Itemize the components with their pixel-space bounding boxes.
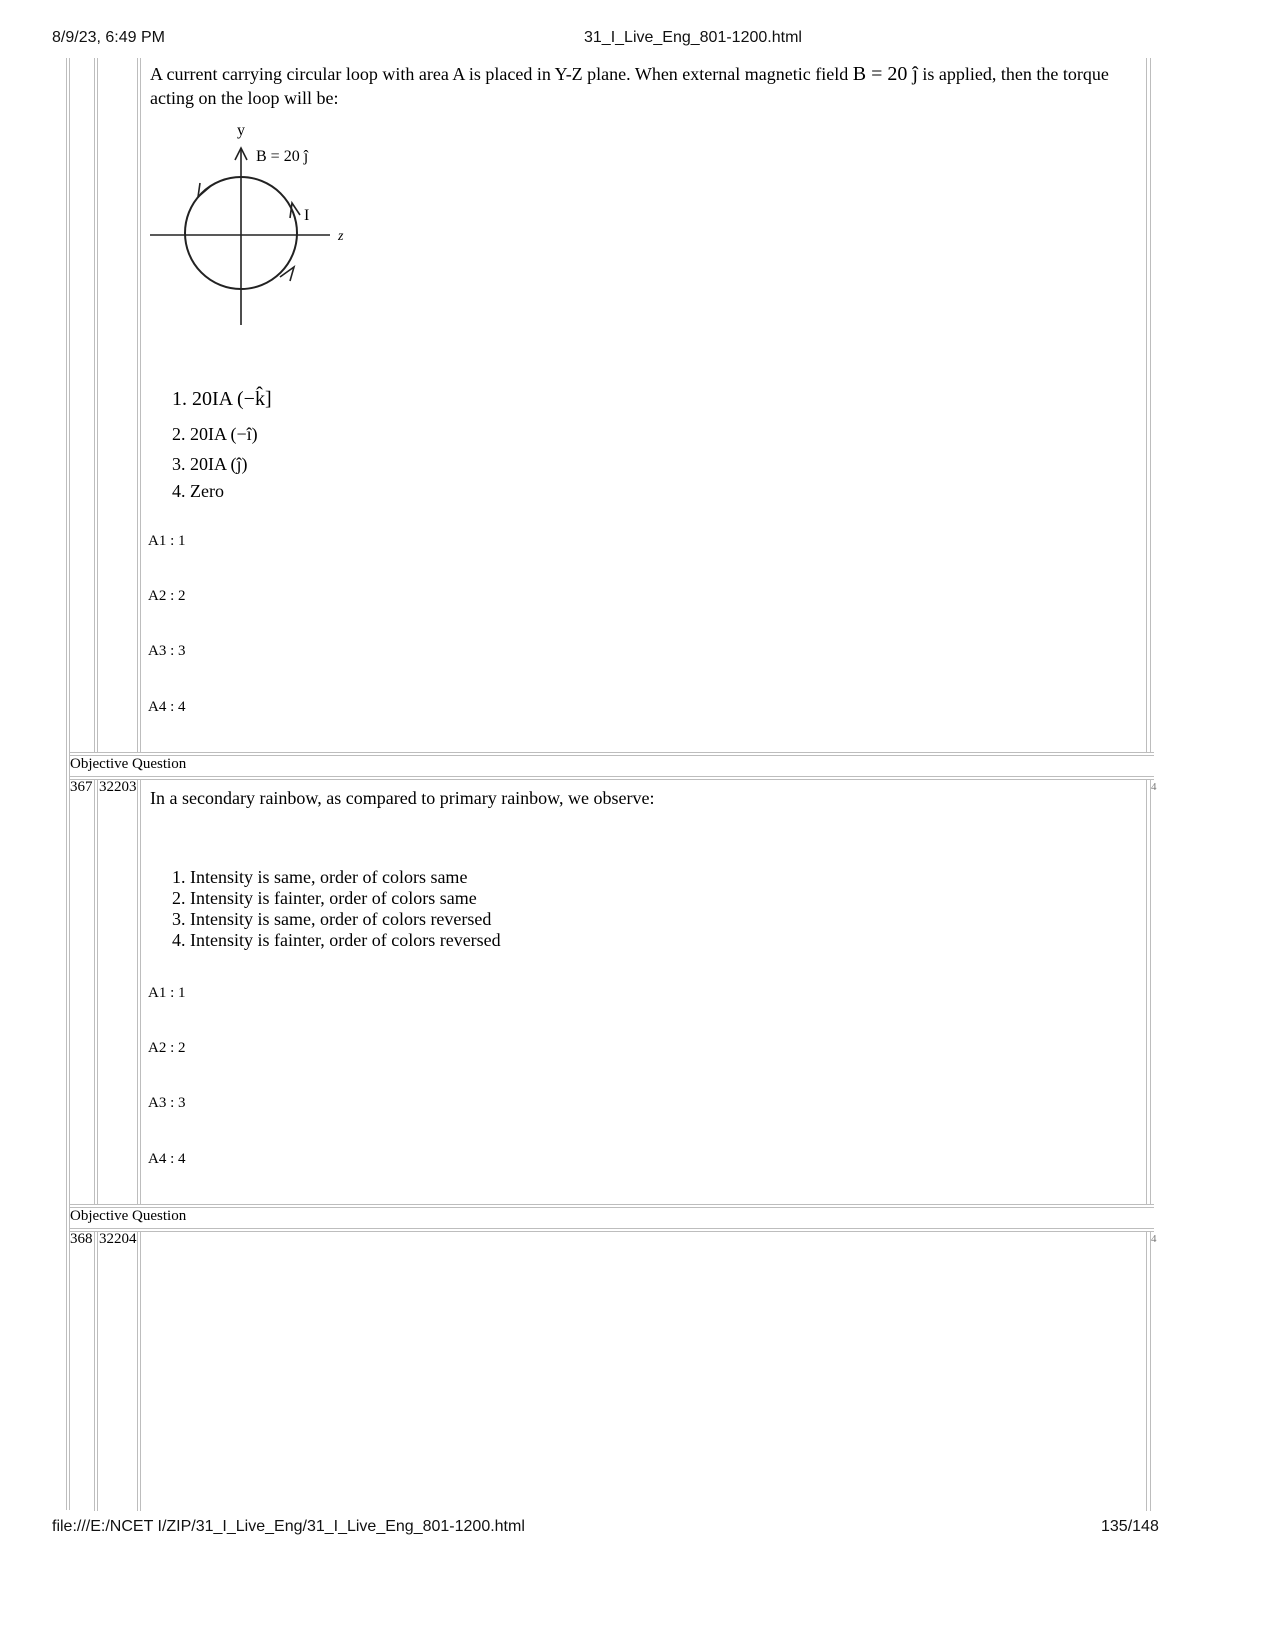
page-number: 135/148 bbox=[1101, 1518, 1159, 1535]
answer-1: A1 : 1 bbox=[148, 985, 186, 1001]
question-type-label: Objective Question bbox=[70, 1208, 187, 1224]
option-4: 4. Zero bbox=[172, 481, 224, 501]
loop-figure bbox=[140, 115, 370, 330]
option-3: 3. Intensity is same, order of colors reversed bbox=[172, 909, 492, 929]
question-text: In a secondary rainbow, as compared to primary rainbow, we observe: bbox=[150, 788, 655, 808]
question-text-line1: A current carrying circular loop with area A is placed in Y-Z plane. When external magnetic field B = 20 ĵ is applied, then the torque bbox=[150, 63, 1109, 85]
option-4: 4. Intensity is fainter, order of colors reversed bbox=[172, 930, 501, 950]
question-id: 32204 bbox=[99, 1231, 137, 1247]
answer-3: A3 : 3 bbox=[148, 1095, 186, 1111]
field-expression: B = 20 ĵ bbox=[852, 63, 918, 85]
question-type-label: Objective Question bbox=[70, 756, 187, 772]
question-number: 368 bbox=[70, 1231, 93, 1247]
answer-2: A2 : 2 bbox=[148, 588, 186, 604]
z-axis-label: z bbox=[338, 229, 344, 244]
answer-4: A4 : 4 bbox=[148, 1151, 186, 1167]
option-1: 1. 20IA (−k̂] bbox=[172, 388, 272, 410]
cut-off-cell-marker: 4 bbox=[1151, 781, 1157, 793]
field-label: B = 20 ĵ bbox=[256, 148, 309, 165]
cut-off-cell-marker: 4 bbox=[1151, 1233, 1157, 1245]
option-1: 1. Intensity is same, order of colors same bbox=[172, 867, 468, 887]
print-datetime: 8/9/23, 6:49 PM bbox=[52, 29, 165, 46]
answer-2: A2 : 2 bbox=[148, 1040, 186, 1056]
answer-1: A1 : 1 bbox=[148, 533, 186, 549]
option-2: 2. Intensity is fainter, order of colors same bbox=[172, 888, 477, 908]
question-number: 367 bbox=[70, 779, 93, 795]
question-id: 32203 bbox=[99, 779, 137, 795]
option-3: 3. 20IA (ĵ) bbox=[172, 454, 248, 474]
print-file-path: file:///E:/NCET I/ZIP/31_I_Live_Eng/31_I_Live_Eng_801-1200.html bbox=[52, 1518, 525, 1535]
question-text-line2: acting on the loop will be: bbox=[150, 88, 339, 108]
current-label: I bbox=[304, 207, 310, 224]
option-2: 2. 20IA (−î) bbox=[172, 424, 258, 444]
answer-4: A4 : 4 bbox=[148, 699, 186, 715]
y-axis-label: y bbox=[237, 122, 245, 139]
answer-3: A3 : 3 bbox=[148, 643, 186, 659]
print-title: 31_I_Live_Eng_801-1200.html bbox=[584, 29, 802, 46]
